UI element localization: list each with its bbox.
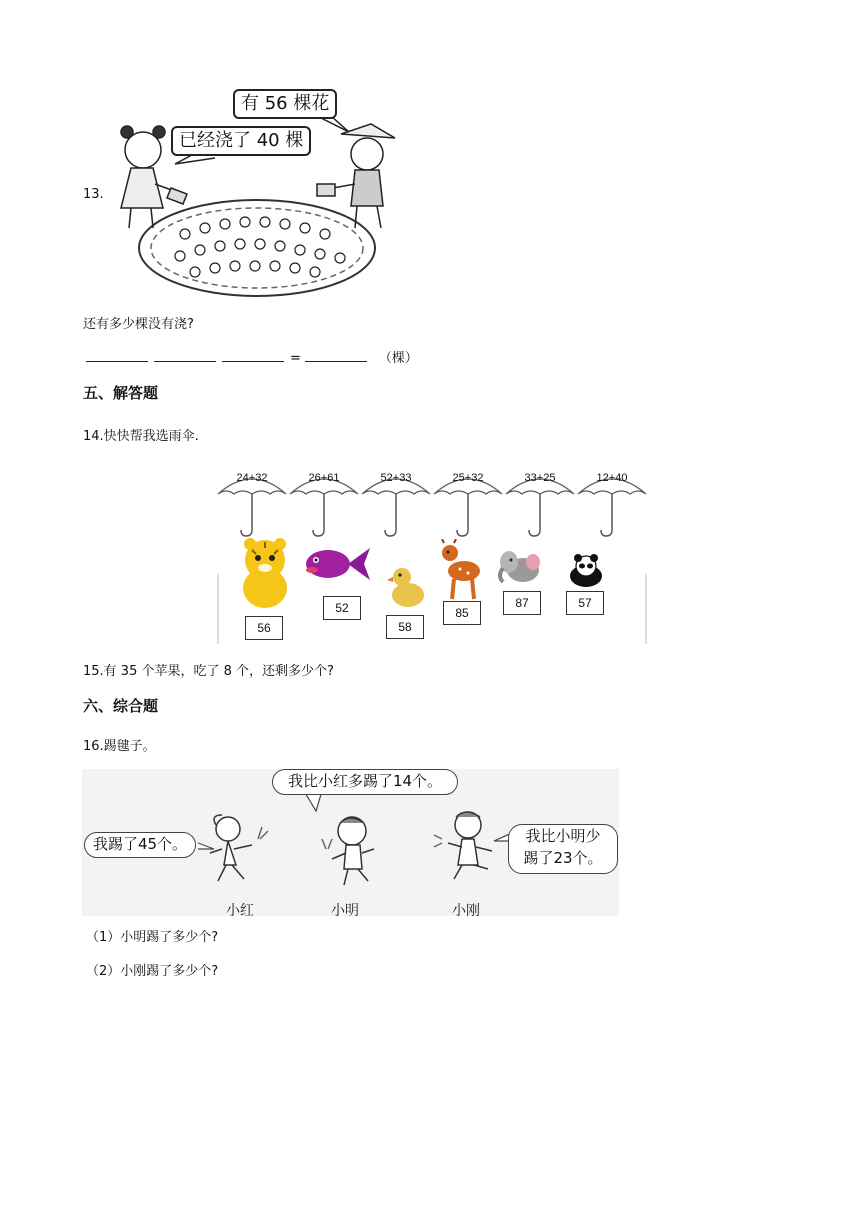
speech-bubble-girl: 已经浇了 40 棵 [171,126,311,156]
umbrella-label-6: 12+40 [596,472,628,484]
panda-icon [566,552,606,592]
animal-number-elephant: 87 [503,591,541,615]
tiger-icon [234,536,296,616]
speech-bubble-xiaogang-line1: 我比小明少 [525,827,601,845]
question-13-text: 还有多少棵没有浇? [83,317,194,332]
speech-bubble-boy: 有 56 棵花 [233,89,337,119]
speech-bubble-xiaogang-line2: 踢了23个。 [523,849,603,867]
animal-number-fish: 52 [323,596,361,620]
kid-name-xiaogang: 小刚 [452,903,480,919]
unit-label: （棵） [378,351,418,366]
answer-blank-2[interactable] [154,349,216,362]
section-5-title: 五、解答题 [83,384,159,402]
answer-equation [86,349,418,368]
question-15-text: 15.有 35 个苹果，吃了 8 个，还剩多少个? [83,664,334,679]
umbrella-label-4: 25+32 [452,472,484,484]
umbrella-label-5: 33+25 [524,472,556,484]
question-16-text: 16.踢毽子。 [83,739,156,754]
animal-number-tiger: 56 [245,616,283,640]
speech-bubble-xiaohong: 我踢了45个。 [84,832,196,858]
answer-blank-1[interactable] [86,349,148,362]
animal-number-duck: 58 [386,615,424,639]
speech-bubble-xiaogang [508,824,618,874]
section-6-title: 六、综合题 [83,697,159,715]
umbrella-label-3: 52+33 [380,472,412,484]
question-16-sub-1: （1）小明踢了多少个? [86,930,219,945]
kid-name-xiaoming: 小明 [331,903,359,919]
animal-number-deer: 85 [443,601,481,625]
elephant-icon [497,546,545,590]
watering-illustration [105,88,410,300]
fish-icon [302,540,372,592]
question-16-sub-2: （2）小刚踢了多少个? [86,964,219,979]
umbrella-label-2: 26+61 [308,472,340,484]
question-13-number: 13. [83,187,104,202]
animal-number-panda: 57 [566,591,604,615]
answer-blank-result[interactable] [305,349,367,362]
answer-blank-3[interactable] [222,349,284,362]
equals-sign: = [290,351,301,366]
flower-bed-drawing [105,88,410,300]
duck-icon [386,563,426,613]
deer-icon [438,539,486,605]
question-14-text: 14.快快帮我选雨伞. [83,429,199,444]
speech-bubble-xiaoming: 我比小红多踢了14个。 [272,769,458,795]
umbrella-label-1: 24+32 [236,472,268,484]
kid-name-xiaohong: 小红 [226,903,254,919]
